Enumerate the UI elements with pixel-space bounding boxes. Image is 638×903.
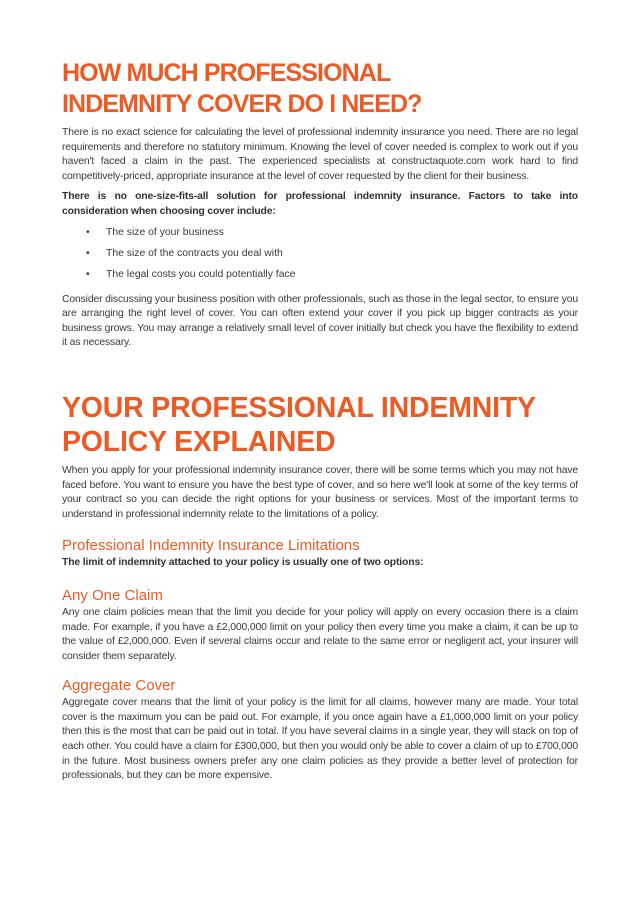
list-item: • The size of the contracts you deal with [86,247,283,259]
limitations-heading: Professional Indemnity Insurance Limitations [62,537,360,555]
section-title [62,391,578,459]
bullet-icon: • [86,247,90,259]
title-line-1: YOUR PROFESSIONAL INDEMNITY [62,391,536,424]
list-item: • The legal costs you could potentially face [86,268,296,280]
intro-paragraph: When you apply for your professional indemnity insurance cover, there will be some terms which you may not have faced before. You want to ensure you have the best type of cover, and so here we'll look at some of the key terms of your contract so you can decide the right options for your business or services. Most of the important terms to understand in professional indemnity relate to the limitations of a policy. [62,464,578,520]
section-how-much-cover [62,58,578,351]
title-line-2: INDEMNITY COVER DO I NEED? [62,90,422,118]
factors-lead-paragraph: There is no one-size-fits-all solution for professional indemnity insurance. Factors to take into consideration when choosing cover include: [62,191,578,217]
intro-paragraph: There is no exact science for calculating the level of professional indemnity insurance you need. There are no legal requirements and therefore no statutory minimum. Knowing the level of cover needed is complex to work out if you haven't faced a claim in the past. The experienced specialists at constructaquote.com work hard to find competitively-priced, appropriate insurance at the level of cover requested by the client for their business. [62,127,578,182]
any-one-claim-heading: Any One Claim [62,586,163,604]
any-one-claim-paragraph: Any one claim policies mean that the limit you decide for your policy will apply on every occasion there is a claim made. For example, if you have a £2,000,000 limit on your policy then every time you make a claim, it can be up to the value of £2,000,000. Even if several claims occur and relate to the same error or negligent act, your insurer will consider them separately. [62,606,578,662]
factors-list [62,226,578,289]
closing-paragraph: Consider discussing your business position with other professionals, such as those in the legal sector, to ensure you are arranging the right level of cover. You can often extend your cover if you pick up bigger contracts as your business grows. You may arrange a relatively small level of cover initially but check you have the flexibility to extend it as necessary. [62,293,578,349]
title-line-1: HOW MUCH PROFESSIONAL [62,59,391,87]
section-policy-explained [62,391,578,784]
title-line-2: POLICY EXPLAINED [62,425,336,458]
bullet-icon: • [86,226,90,238]
list-item: • The size of your business [86,226,224,238]
aggregate-cover-paragraph: Aggregate cover means that the limit of your policy is the limit for all claims, however many are made. Your total cover is the maximum you can be paid out. For example, if you once again have a £1,000,000 limit on your policy then this is the most that can be paid out in total. If you have several claims in a single year, they will stack on top of each other. You could have a claim for £300,000, but then you would only be able to cover a claim of up to £700,000 in the future. Most business owners prefer any one claim policies as they provide a better level of protection for professionals, but they can be more expensive. [62,697,578,782]
aggregate-cover-heading: Aggregate Cover [62,677,176,695]
bullet-icon: • [86,268,90,280]
limitations-lead: The limit of indemnity attached to your policy is usually one of two options: [62,557,424,569]
section-title [62,58,578,120]
document-page [62,58,578,784]
